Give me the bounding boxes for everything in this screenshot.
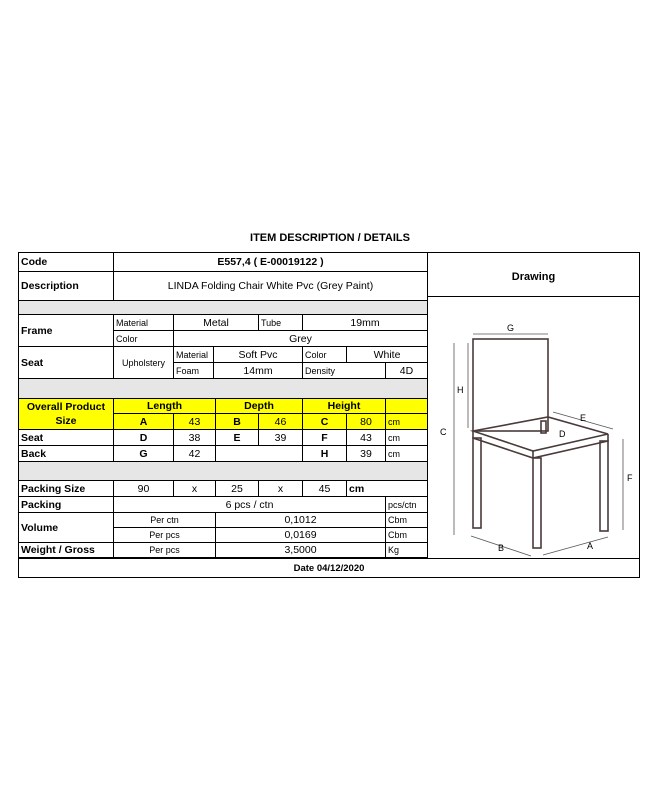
sheet-title: ITEM DESCRIPTION / DETAILS <box>250 232 410 244</box>
volume-per-pcs-value: 0,0169 <box>216 528 386 543</box>
packing-width: 25 <box>216 481 259 497</box>
label-h: H <box>457 385 464 395</box>
back-blank <box>216 446 303 462</box>
packing-value: 6 pcs / ctn <box>114 497 386 513</box>
spacer-row <box>19 301 428 315</box>
back-g-letter: G <box>114 446 174 462</box>
overall-c-letter: C <box>303 414 347 430</box>
frame-label: Frame <box>19 315 114 347</box>
weight-per-pcs-label: Per pcs <box>114 543 216 558</box>
spec-sheet <box>18 252 640 578</box>
label-e: E <box>580 413 587 423</box>
weight-unit: Kg <box>386 543 428 558</box>
frame-tube-value: 19mm <box>303 315 428 331</box>
seat-f-letter: F <box>303 430 347 446</box>
volume-per-ctn-value: 0,1012 <box>216 513 386 528</box>
seat-dims-label: Seat <box>19 430 114 446</box>
label-a: A <box>587 541 594 551</box>
seat-material-label: Material <box>174 347 214 363</box>
frame-tube-label: Tube <box>259 315 303 331</box>
description-label: Description <box>19 272 114 301</box>
overall-label-line1: Overall Product <box>26 401 106 413</box>
seat-foam-value: 14mm <box>214 363 303 379</box>
overall-label-line2: Size <box>55 415 77 427</box>
seat-color-value: White <box>347 347 428 363</box>
packing-x2: x <box>259 481 303 497</box>
chair-drawing <box>428 253 639 558</box>
overall-b-value: 46 <box>259 414 303 430</box>
volume-per-ctn-label: Per ctn <box>114 513 216 528</box>
code-label: Code <box>19 253 114 272</box>
frame-material-value: Metal <box>174 315 259 331</box>
volume-label: Volume <box>19 513 114 543</box>
overall-a-value: 43 <box>174 414 216 430</box>
frame-color-label: Color <box>114 331 174 347</box>
label-d: D <box>559 429 566 439</box>
packing-label: Packing <box>19 497 114 513</box>
date-footer: Date 04/12/2020 <box>19 558 639 577</box>
overall-unit: cm <box>386 414 428 430</box>
seat-density-label: Density <box>303 363 386 379</box>
description-value: LINDA Folding Chair White Pvc (Grey Paint) <box>114 272 428 301</box>
depth-header: Depth <box>216 399 303 414</box>
back-g-value: 42 <box>174 446 216 462</box>
label-g: G <box>507 323 515 333</box>
seat-label: Seat <box>19 347 114 379</box>
seat-upholstery-label: Upholstery <box>114 347 174 379</box>
volume-per-ctn-unit: Cbm <box>386 513 428 528</box>
overall-a-letter: A <box>114 414 174 430</box>
seat-foam-label: Foam <box>174 363 214 379</box>
weight-value: 3,5000 <box>216 543 386 558</box>
overall-b-letter: B <box>216 414 259 430</box>
weight-label: Weight / Gross <box>19 543 114 558</box>
packing-x1: x <box>174 481 216 497</box>
drawing-panel <box>428 253 639 558</box>
volume-per-pcs-label: Per pcs <box>114 528 216 543</box>
packing-unit: pcs/ctn <box>386 497 428 513</box>
volume-per-pcs-unit: Cbm <box>386 528 428 543</box>
spacer-row <box>19 462 428 481</box>
seat-dims-unit: cm <box>386 430 428 446</box>
length-header: Length <box>114 399 216 414</box>
back-dims-label: Back <box>19 446 114 462</box>
seat-material-value: Soft Pvc <box>214 347 303 363</box>
back-h-letter: H <box>303 446 347 462</box>
label-f: F <box>627 473 633 483</box>
frame-color-value: Grey <box>174 331 428 347</box>
seat-color-label: Color <box>303 347 347 363</box>
code-value: E557,4 ( E-00019122 ) <box>114 253 428 272</box>
seat-d-letter: D <box>114 430 174 446</box>
spacer-row <box>19 379 428 399</box>
drawing-border <box>427 253 428 558</box>
packing-length: 90 <box>114 481 174 497</box>
back-dims-unit: cm <box>386 446 428 462</box>
frame-material-label: Material <box>114 315 174 331</box>
seat-d-value: 38 <box>174 430 216 446</box>
seat-e-letter: E <box>216 430 259 446</box>
unit-header-blank <box>386 399 428 414</box>
label-b: B <box>498 543 505 553</box>
overall-size-label <box>19 399 114 430</box>
seat-density-value: 4D <box>386 363 428 379</box>
back-h-value: 39 <box>347 446 386 462</box>
label-c: C <box>440 427 447 437</box>
seat-f-value: 43 <box>347 430 386 446</box>
packing-size-unit: cm <box>347 481 428 497</box>
drawing-title: Drawing <box>511 271 556 283</box>
overall-c-value: 80 <box>347 414 386 430</box>
height-header: Height <box>303 399 386 414</box>
seat-e-value: 39 <box>259 430 303 446</box>
packing-height: 45 <box>303 481 347 497</box>
packing-size-label: Packing Size <box>19 481 114 497</box>
